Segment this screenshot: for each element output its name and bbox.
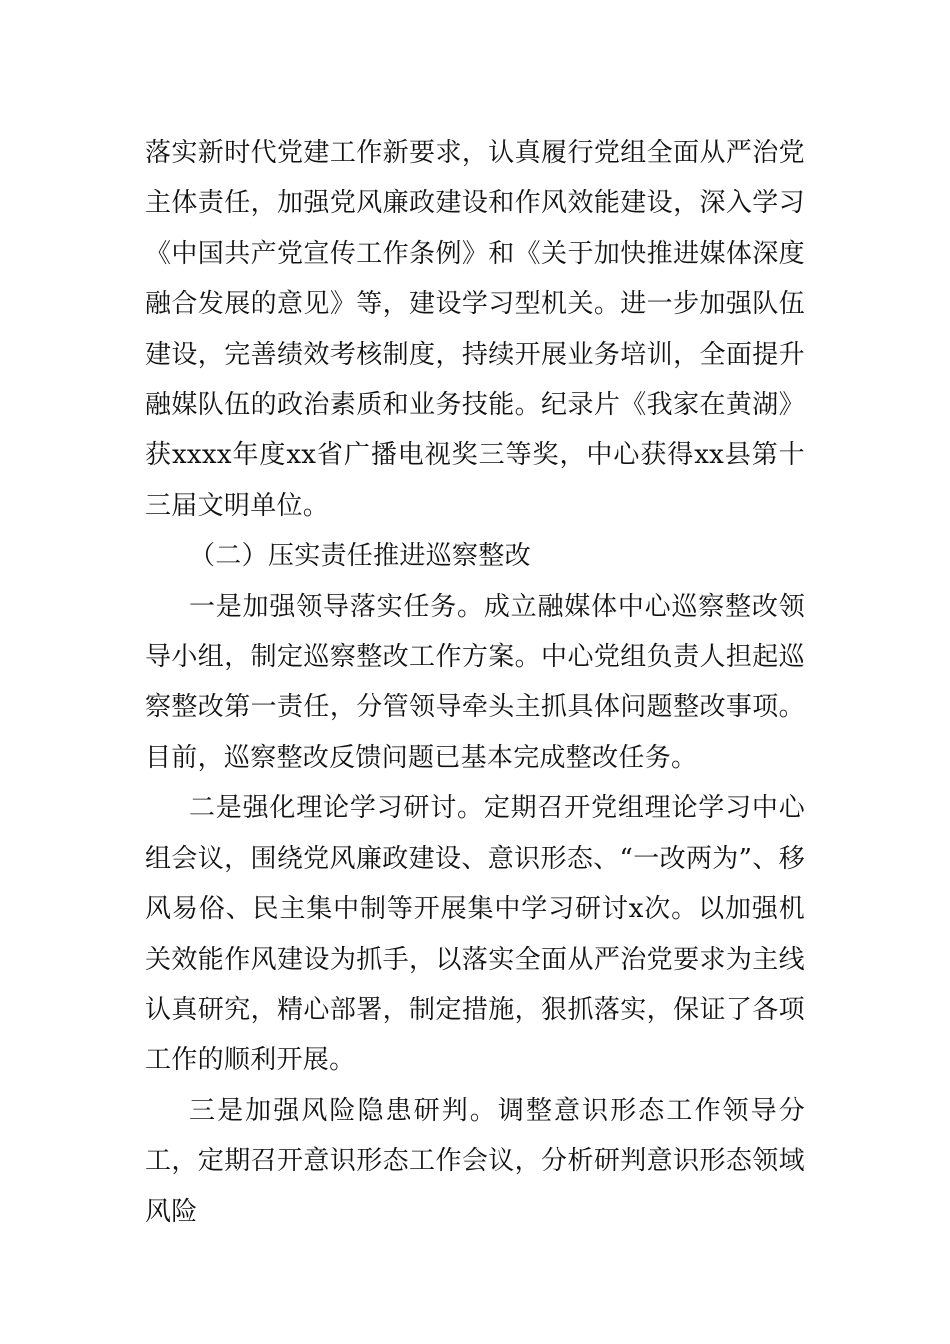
paragraph-theory-study: 二是强化理论学习研讨。定期召开党组理论学习中心组会议，围绕党风廉政建设、意识形态、“一改两为”、移风易俗、民主集中制等开展集中学习研讨x次。以加强机关效能作风建设为抓手，以落实全面从严治党要求为主线认真研究，精心部署，制定措施，狠抓落实，保证了各项工作的顺利开展。 (145, 793, 805, 1076)
section-heading-inspection-rectification: （二）压实责任推进巡察整改 (189, 541, 531, 572)
document-page (145, 128, 805, 1237)
paragraph-leadership-tasks: 一是加强领导落实任务。成立融媒体中心巡察整改领导小组，制定巡察整改工作方案。中心党组负责人担起巡察整改第一责任，分管领导牵头主抓具体问题整改事项。目前，巡察整改反馈问题已基本完成整改任务。 (145, 591, 805, 773)
paragraph-party-building: 落实新时代党建工作新要求，认真履行党组全面从严治党主体责任，加强党风廉政建设和作风效能建设，深入学习《中国共产党宣传工作条例》和《关于加快推进媒体深度融合发展的意见》等，建设学习型机关。进一步加强队伍建设，完善绩效考核制度，持续开展业务培训，全面提升融媒队伍的政治素质和业务技能。纪录片《我家在黄湖》获xxxx年度xx省广播电视奖三等奖，中心获得xx县第十三届文明单位。 (145, 138, 805, 521)
paragraph-risk-assessment: 三是加强风险隐患研判。调整意识形态工作领导分工，定期召开意识形态工作会议，分析研判意识形态领域风险 (145, 1095, 805, 1227)
